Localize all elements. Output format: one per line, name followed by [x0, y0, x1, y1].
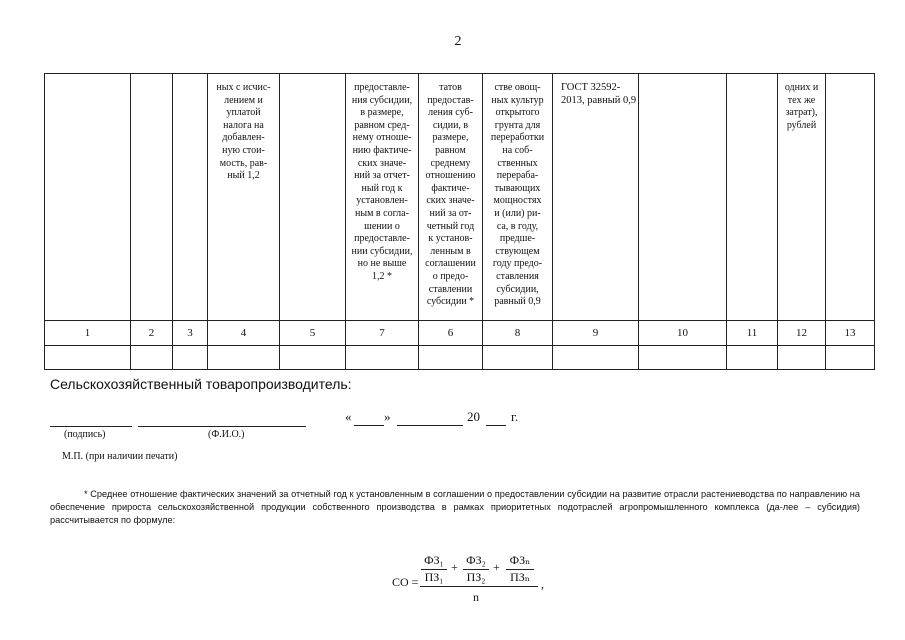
data-cell-7[interactable] [419, 346, 483, 370]
footnote-text: * Среднее отношение фактических значений за отчетный год к установленным в соглашении о предоставлении субсидии на развитие отрасли растениеводства по направлению на обеспечение прироста сельскохозяйственной продукции собственного производства в рамках приоритетных подотраслей агропромышленного комплекса (да-лее – субсидия) рассчитывается по формуле: [50, 489, 860, 525]
header-cell-5 [280, 74, 346, 321]
column-number-10: 10 [639, 321, 727, 346]
column-number-9: 9 [553, 321, 639, 346]
data-cell-3[interactable] [173, 346, 208, 370]
header-cell-3 [173, 74, 208, 321]
date-day-line[interactable] [354, 425, 384, 426]
main-fraction-bar [420, 586, 538, 587]
date-close-quote: » [384, 409, 391, 424]
header-cell-13 [826, 74, 875, 321]
stamp-label: М.П. (при наличии печати) [62, 451, 178, 462]
formula-lhs: СО = [392, 575, 419, 589]
page-number: 2 [454, 34, 462, 49]
header-cell-12: одних и тех же затрат), рублей [778, 74, 826, 321]
date-year-suffix: г. [511, 409, 519, 424]
header-row [45, 74, 875, 321]
data-cell-1[interactable] [45, 346, 131, 370]
plus-1: + [451, 560, 458, 574]
data-cell-10[interactable] [639, 346, 727, 370]
header-cell-1 [45, 74, 131, 321]
header-cell-6: предоставле- ния субсидии, в размере, равном сред- нему отноше- нию фактиче- ских значе- ний за отчет- ный год к установлен- ным в согла- шении о предоставле- нии субсидии, но не выше 1,2 * [346, 74, 419, 321]
column-number-7: 6 [419, 321, 483, 346]
column-number-8: 8 [483, 321, 553, 346]
column-number-12: 12 [778, 321, 826, 346]
formula-trailing-comma: , [541, 577, 544, 591]
plus-2: + [493, 560, 500, 574]
footnote [50, 488, 860, 527]
date-year-prefix: 20 [467, 409, 480, 424]
data-cell-2[interactable] [131, 346, 173, 370]
signature-line[interactable] [50, 426, 132, 427]
date-year-line[interactable] [486, 425, 506, 426]
data-cell-11[interactable] [727, 346, 778, 370]
header-cell-7: татов предостав- ления суб- сидии, в размере, равном среднему отношению фактиче- ских значе- ний за от- четный год к установ- ленным в соглашении о предо- ставлении субсидии * [419, 74, 483, 321]
subsidy-table [44, 73, 875, 370]
header-cell-2 [131, 74, 173, 321]
data-cell-8[interactable] [483, 346, 553, 370]
date-open-quote: « [345, 409, 352, 424]
column-number-11: 11 [727, 321, 778, 346]
data-cell-9[interactable] [553, 346, 639, 370]
fraction-1-numerator: ФЗ₁ [424, 553, 444, 567]
fraction-2-numerator: ФЗ₂ [466, 553, 486, 567]
date-month-line[interactable] [397, 425, 463, 426]
data-cell-5[interactable] [280, 346, 346, 370]
header-cell-4: ных с исчис- лением и уплатой налога на добавлен- ную стои- мость, рав- ный 1,2 [208, 74, 280, 321]
fraction-2-denominator: ПЗ₂ [466, 570, 486, 584]
producer-title: Сельскохозяйственный товаропроизводитель: [50, 376, 352, 392]
empty-data-row [45, 346, 875, 370]
data-cell-13[interactable] [826, 346, 875, 370]
signature-caption: (подпись) [64, 429, 106, 440]
fraction-1-denominator: ПЗ₁ [424, 570, 444, 584]
header-cell-9: ГОСТ 32592- 2013, равный 0,9 [553, 74, 639, 321]
column-number-4: 4 [208, 321, 280, 346]
header-cell-10 [639, 74, 727, 321]
column-number-1: 1 [45, 321, 131, 346]
header-cell-8: стве овощ- ных культур открытого грунта для переработки на соб- ственных перераба- тывающих мощностях и (или) ри- са, в году, предше- ствующем году предо- ставления субсидии, равный 0,9 [483, 74, 553, 321]
column-number-row [45, 321, 875, 346]
name-line[interactable] [138, 426, 306, 427]
header-cell-11 [727, 74, 778, 321]
column-number-5: 5 [280, 321, 346, 346]
data-cell-12[interactable] [778, 346, 826, 370]
fraction-3-denominator: ПЗₙ [510, 570, 530, 584]
name-caption: (Ф.И.О.) [208, 429, 245, 440]
column-number-2: 2 [131, 321, 173, 346]
formula-denominator-n: n [473, 590, 479, 604]
column-number-13: 13 [826, 321, 875, 346]
column-number-3: 3 [173, 321, 208, 346]
column-number-6: 7 [346, 321, 419, 346]
data-cell-4[interactable] [208, 346, 280, 370]
fraction-3-numerator: ФЗₙ [509, 553, 531, 567]
data-cell-6[interactable] [346, 346, 419, 370]
